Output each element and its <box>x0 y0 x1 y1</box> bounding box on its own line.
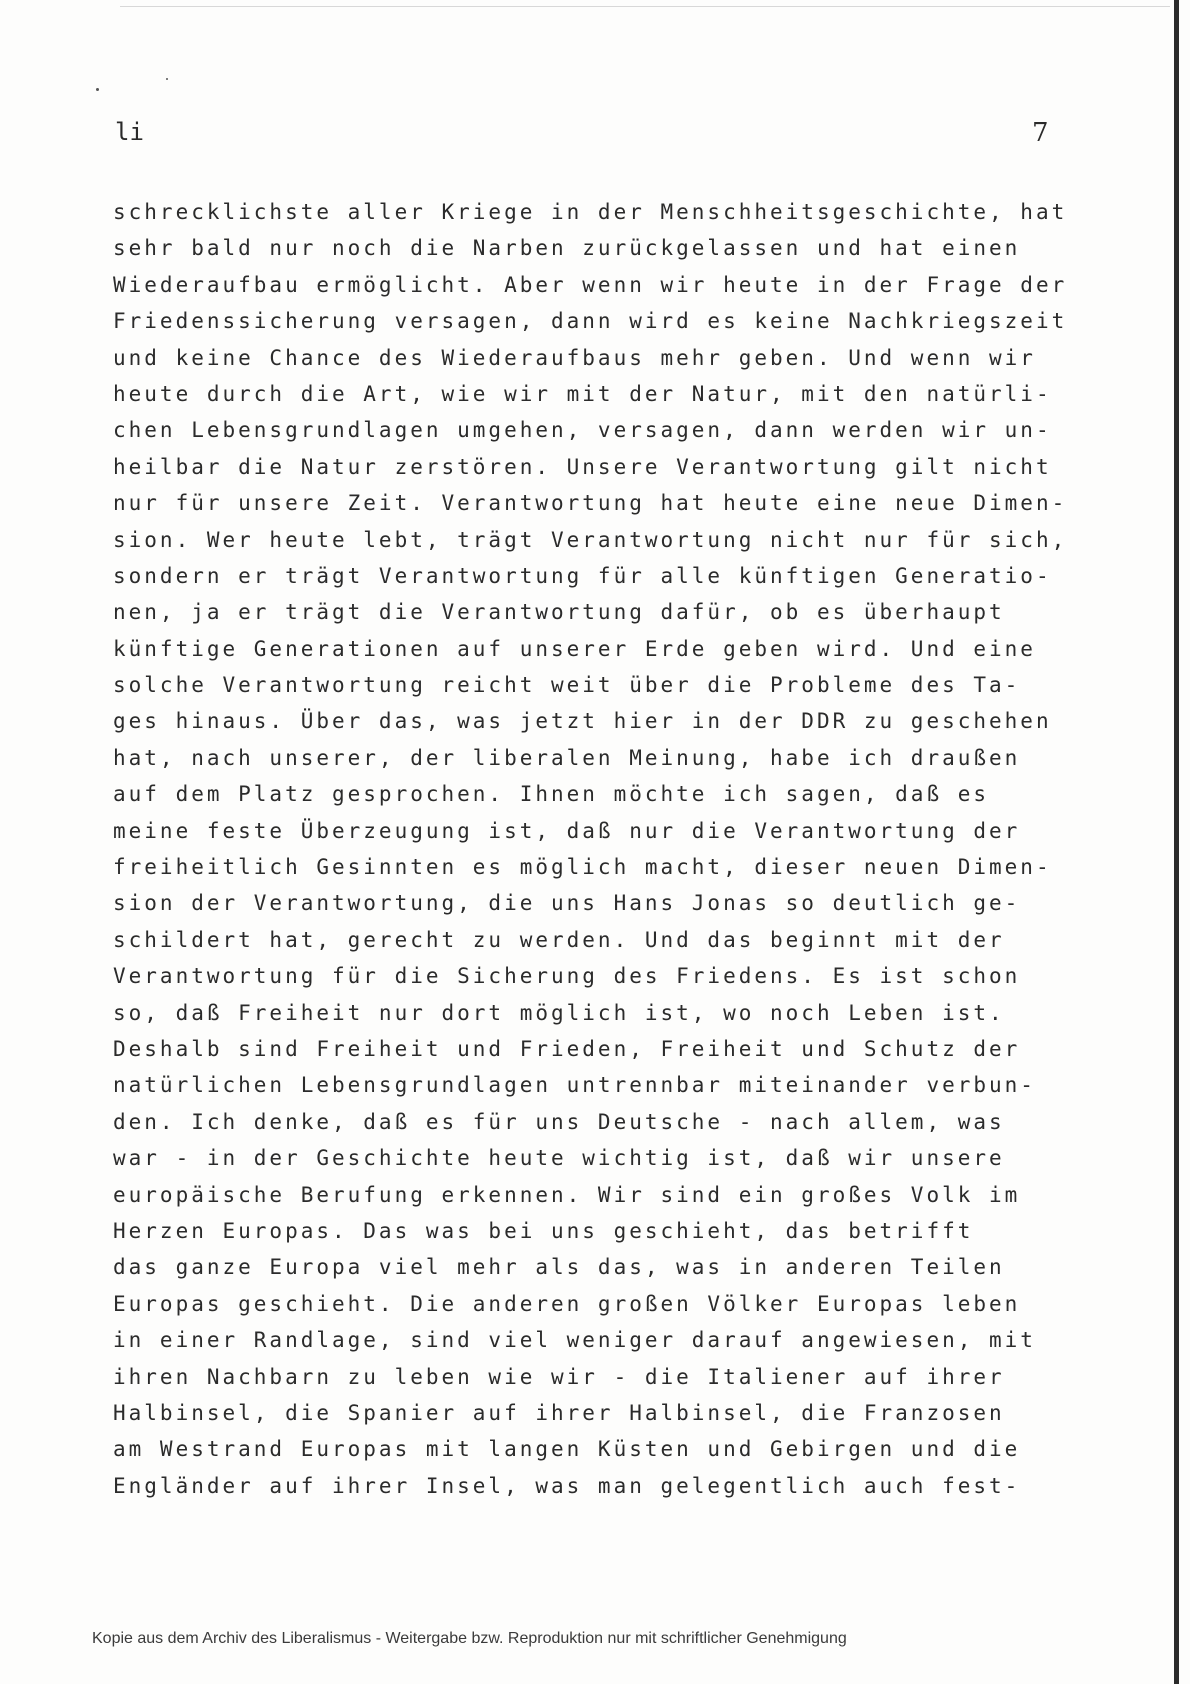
text-line: sion der Verantwortung, die uns Hans Jonas so deutlich ge- <box>113 891 1021 916</box>
text-line: so, daß Freiheit nur dort möglich ist, wo noch Leben ist. <box>113 1000 1005 1025</box>
text-line: ihren Nachbarn zu leben wie wir - die Italiener auf ihrer <box>113 1364 1005 1389</box>
text-line: Halbinsel, die Spanier auf ihrer Halbinsel, die Franzosen <box>113 1400 1005 1425</box>
text-line: meine feste Überzeugung ist, daß nur die Verantwortung der <box>113 818 1021 843</box>
text-line: sondern er trägt Verantwortung für alle künftigen Generatio- <box>113 563 1052 588</box>
text-line: nen, ja er trägt die Verantwortung dafür, ob es überhaupt <box>113 600 1005 625</box>
text-line: schildert hat, gerecht zu werden. Und das beginnt mit der <box>113 927 1005 952</box>
text-line: Europas geschieht. Die anderen großen Völker Europas leben <box>113 1291 1021 1316</box>
scan-speck <box>96 88 99 91</box>
scan-speck <box>166 78 168 80</box>
page-number: 7 <box>1032 118 1049 148</box>
text-line: Wiederaufbau ermöglicht. Aber wenn wir heute in der Frage der <box>113 272 1068 297</box>
text-line: und keine Chance des Wiederaufbaus mehr geben. Und wenn wir <box>113 345 1036 370</box>
scan-edge-shadow <box>1174 0 1179 1684</box>
text-line: natürlichen Lebensgrundlagen untrennbar miteinander verbun- <box>113 1073 1036 1098</box>
text-line: Friedenssicherung versagen, dann wird es keine Nachkriegszeit <box>113 309 1068 334</box>
text-line: sehr bald nur noch die Narben zurückgelassen und hat einen <box>113 236 1021 261</box>
text-line: sion. Wer heute lebt, trägt Verantwortung nicht nur für sich, <box>113 527 1068 552</box>
text-line: auf dem Platz gesprochen. Ihnen möchte ich sagen, daß es <box>113 782 990 807</box>
text-line: Herzen Europas. Das was bei uns geschieht, das betrifft <box>113 1218 974 1243</box>
archive-footer-notice: Kopie aus dem Archiv des Liberalismus - Weitergabe bzw. Reproduktion nur mit schriftlicher Genehmigung <box>92 1630 847 1647</box>
text-line: Verantwortung für die Sicherung des Friedens. Es ist schon <box>113 964 1021 989</box>
text-line: Engländer auf ihrer Insel, was man gelegentlich auch fest- <box>113 1473 1021 1498</box>
text-line: in einer Randlage, sind viel weniger darauf angewiesen, mit <box>113 1328 1036 1353</box>
typewritten-body-text <box>113 194 1123 1504</box>
page-header-mark: li <box>115 118 144 146</box>
text-line: Deshalb sind Freiheit und Frieden, Freiheit und Schutz der <box>113 1036 1021 1061</box>
text-line: das ganze Europa viel mehr als das, was in anderen Teilen <box>113 1255 1005 1280</box>
text-line: solche Verantwortung reicht weit über die Probleme des Ta- <box>113 673 1021 698</box>
text-line: schrecklichste aller Kriege in der Menschheitsgeschichte, hat <box>113 200 1068 224</box>
text-line: nur für unsere Zeit. Verantwortung hat heute eine neue Dimen- <box>113 491 1068 516</box>
text-line: europäische Berufung erkennen. Wir sind ein großes Volk im <box>113 1182 1021 1207</box>
text-line: freiheitlich Gesinnten es möglich macht, dieser neuen Dimen- <box>113 855 1052 880</box>
top-scan-rule <box>120 6 1170 7</box>
text-line: am Westrand Europas mit langen Küsten und Gebirgen und die <box>113 1437 1021 1462</box>
text-line: heilbar die Natur zerstören. Unsere Verantwortung gilt nicht <box>113 454 1052 479</box>
text-line: ges hinaus. Über das, was jetzt hier in der DDR zu geschehen <box>113 709 1052 734</box>
text-line: heute durch die Art, wie wir mit der Natur, mit den natürli- <box>113 381 1052 406</box>
text-line: hat, nach unserer, der liberalen Meinung, habe ich draußen <box>113 745 1021 770</box>
text-line: den. Ich denke, daß es für uns Deutsche - nach allem, was <box>113 1109 1005 1134</box>
text-line: war - in der Geschichte heute wichtig ist, daß wir unsere <box>113 1146 1005 1171</box>
text-line: künftige Generationen auf unserer Erde geben wird. Und eine <box>113 636 1036 661</box>
text-line: chen Lebensgrundlagen umgehen, versagen, dann werden wir un- <box>113 418 1052 443</box>
